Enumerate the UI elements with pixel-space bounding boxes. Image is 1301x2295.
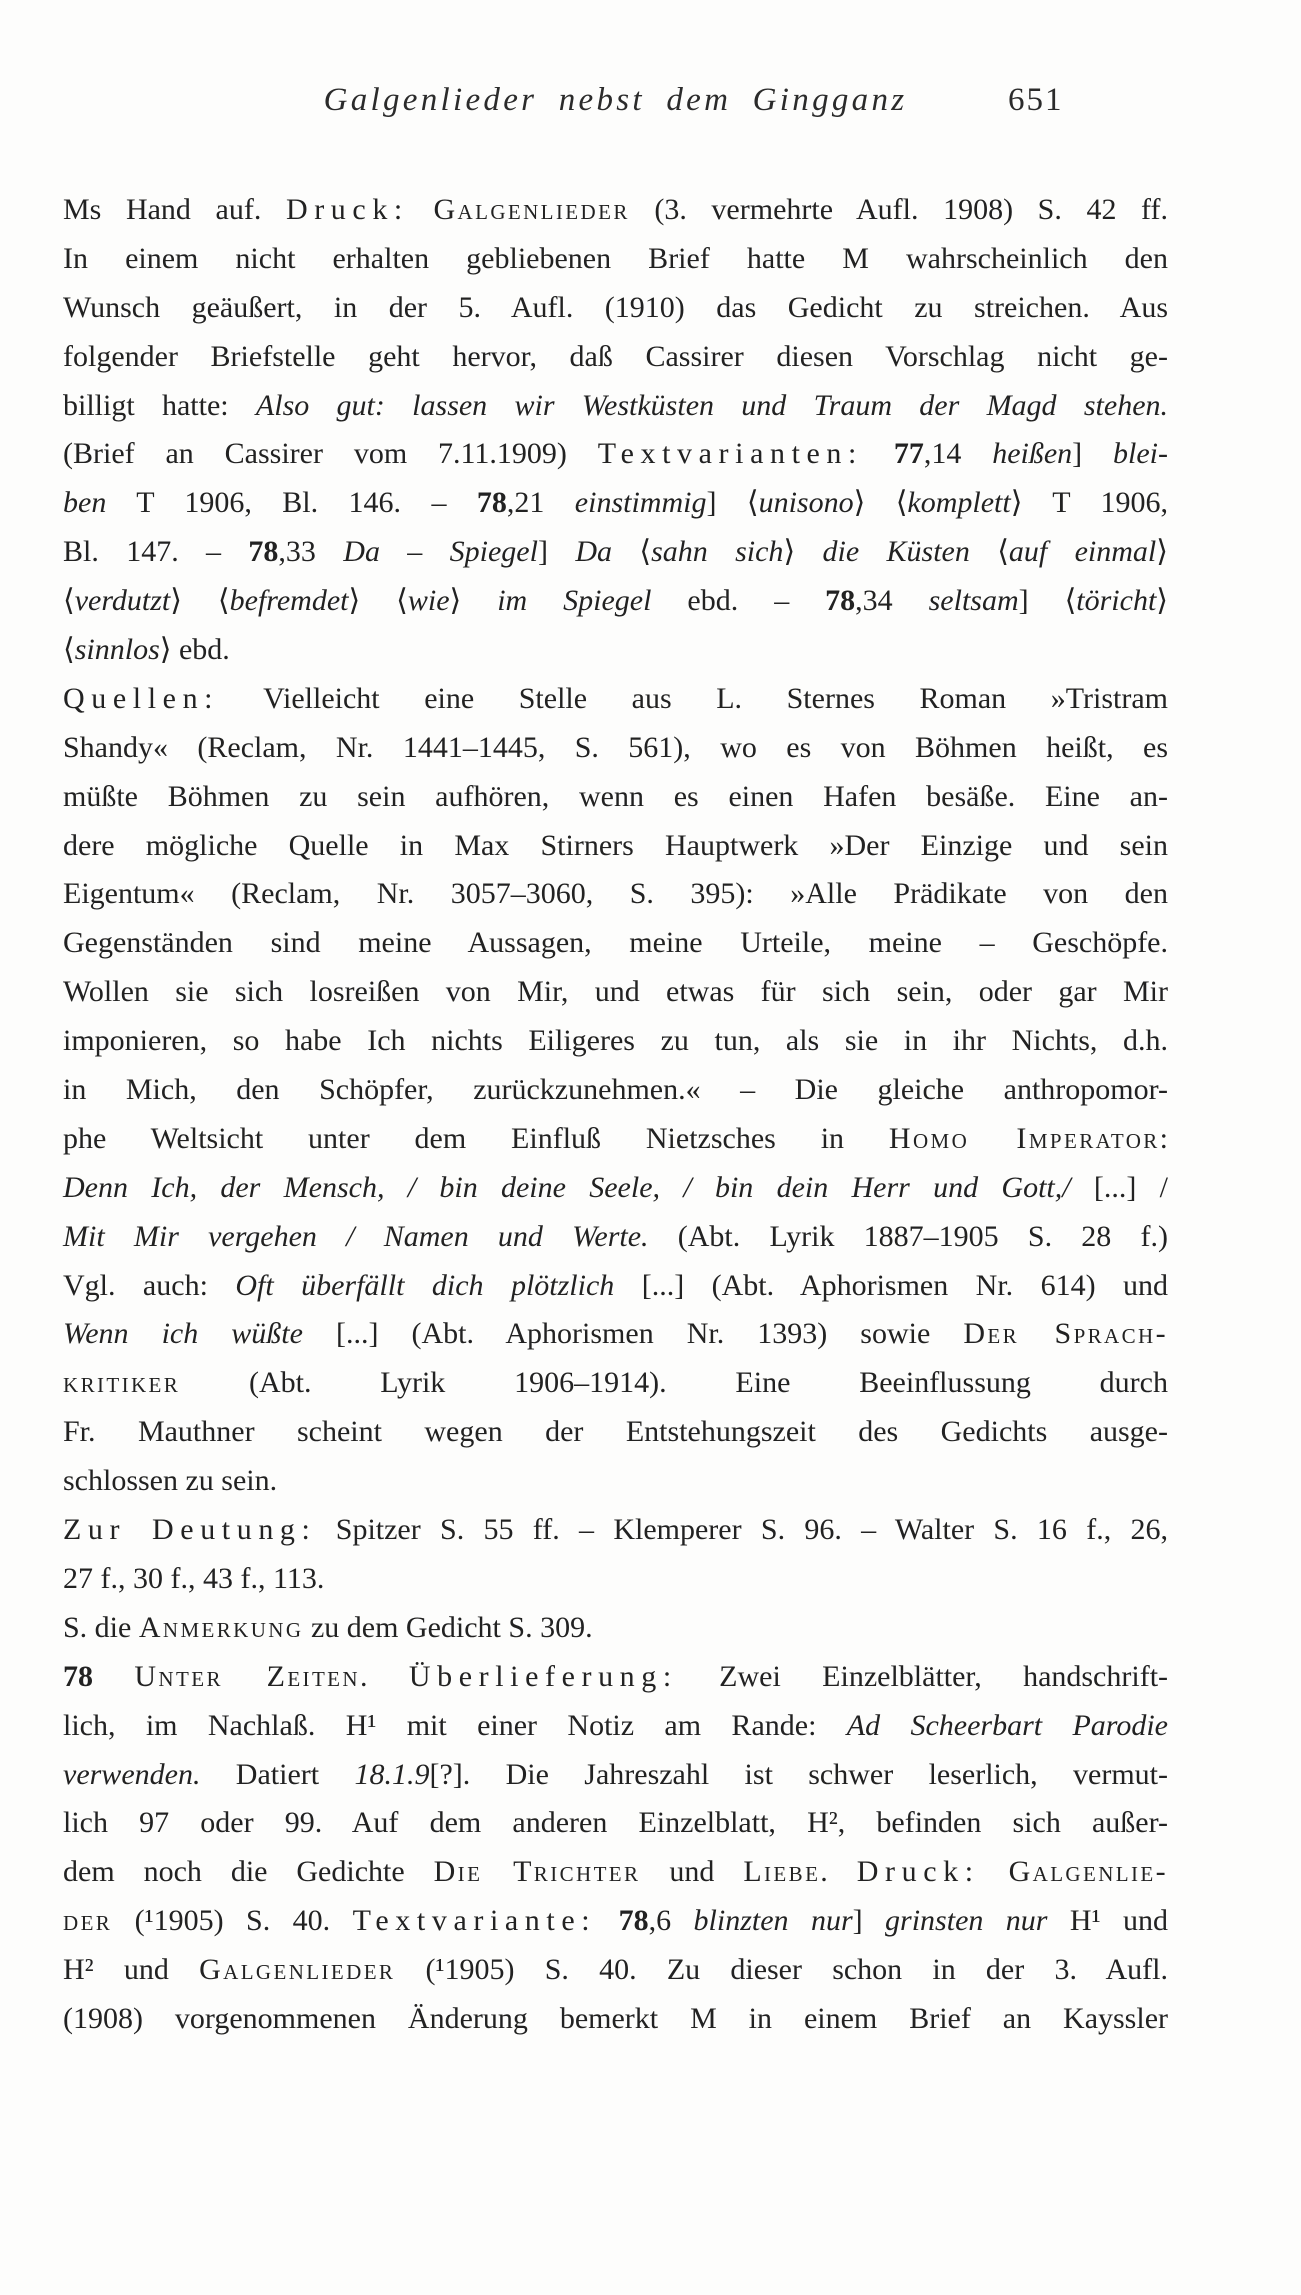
text-segment: ben	[63, 486, 107, 520]
text-segment: ⟩	[449, 584, 498, 618]
text-segment: Druck:	[285, 193, 409, 226]
text-segment: Fr. Mauthner scheint wegen der Entstehungszeit des Gedichts ausge-	[63, 1415, 1168, 1449]
text-segment: Da	[575, 535, 640, 569]
text-segment: schlossen zu sein.	[63, 1464, 278, 1498]
text-segment: [...] /	[1070, 1170, 1168, 1204]
text-segment: 77	[893, 437, 924, 471]
text-line	[63, 333, 1168, 382]
text-line	[63, 235, 1168, 284]
text-segment: .	[359, 1659, 409, 1693]
text-segment: der	[63, 1904, 113, 1938]
text-segment: billigt hatte:	[63, 388, 256, 422]
text-segment: ] ⟨	[1018, 584, 1077, 618]
text-segment: Also gut: lassen wir Westküsten und Traum der Magd stehen.	[255, 388, 1169, 422]
text-line	[63, 919, 1168, 968]
text-segment: heißen	[992, 437, 1073, 471]
text-segment: Quellen:	[63, 681, 220, 715]
text-line	[63, 675, 1168, 724]
text-segment: Überlieferung:	[408, 1659, 678, 1693]
text-line	[63, 724, 1168, 773]
text-segment: lich 97 oder 99. Auf dem anderen Einzelblatt, H², befinden sich außer-	[63, 1806, 1168, 1840]
text-segment: 78	[618, 1904, 649, 1938]
text-segment: 27 f., 30 f., 43 f., 113.	[63, 1561, 325, 1595]
text-segment: In einem nicht erhalten gebliebenen Brief hatte M wahrscheinlich den	[63, 241, 1168, 275]
text-line	[63, 1653, 1168, 1702]
commentary-text-block	[63, 186, 1168, 2044]
text-line	[63, 1946, 1168, 1995]
text-segment: Ad Scheerbart Parodie	[846, 1708, 1169, 1742]
text-line	[63, 1799, 1168, 1848]
text-segment: Gegenständen sind meine Aussagen, meine Urteile, meine – Geschöpfe.	[63, 926, 1168, 960]
text-segment	[93, 1660, 134, 1693]
text-segment: ⟩	[1156, 584, 1168, 618]
text-segment: seltsam	[928, 584, 1019, 618]
text-segment: 78	[825, 584, 856, 618]
text-line	[63, 1457, 1168, 1506]
text-segment: 78	[248, 535, 279, 569]
text-segment: ⟩ T 1906,	[1010, 486, 1168, 520]
text-line	[63, 577, 1168, 626]
text-segment	[863, 437, 894, 470]
text-segment: Oft überfällt dich plötzlich	[235, 1268, 615, 1302]
text-line	[63, 382, 1168, 431]
text-segment: töricht	[1076, 584, 1157, 618]
text-segment: ⟩ ⟨	[348, 584, 408, 618]
text-segment: ,6	[648, 1904, 694, 1938]
text-segment: Bl. 147. –	[63, 535, 249, 569]
text-line	[63, 1359, 1168, 1408]
text-line	[63, 1702, 1168, 1751]
page-number: 651	[1008, 82, 1064, 118]
text-segment: blei-	[1113, 437, 1169, 471]
text-segment: Homo Imperator	[888, 1121, 1160, 1155]
text-segment: ] ⟨	[706, 486, 759, 520]
text-segment: Spitzer S. 55 ff. – Klemperer S. 96. – Walter S. 16 f., 26,	[316, 1513, 1168, 1547]
text-line	[63, 870, 1168, 919]
text-segment: im Spiegel	[497, 584, 652, 618]
text-line	[63, 1848, 1168, 1897]
text-line	[63, 1604, 1168, 1653]
text-segment: unisono	[758, 486, 854, 520]
text-segment: in Mich, den Schöpfer, zurückzunehmen.« – Die gleiche anthropomor-	[63, 1073, 1168, 1107]
text-segment: (¹1905) S. 40.	[112, 1904, 353, 1938]
text-segment: verwenden.	[63, 1757, 201, 1791]
text-segment: Da – Spiegel	[343, 535, 538, 569]
text-segment: Vgl. auch:	[63, 1268, 236, 1302]
text-segment: Unter Zeiten	[134, 1659, 360, 1693]
text-segment: Galgenlieder	[433, 193, 630, 226]
text-segment: ⟩	[1156, 535, 1168, 569]
text-segment: Textvarianten:	[597, 437, 863, 471]
text-segment: S. die	[63, 1610, 139, 1644]
text-segment: folgender Briefstelle geht hervor, daß Cassirer diesen Vorschlag nicht ge-	[63, 339, 1168, 373]
text-segment: sinnlos	[74, 633, 160, 667]
text-line	[63, 1555, 1168, 1604]
text-segment: (Brief an Cassirer vom 7.11.1909)	[63, 437, 598, 471]
text-segment: ⟩ ⟨	[853, 486, 908, 520]
text-segment: komplett	[907, 486, 1011, 520]
text-segment: Eigentum« (Reclam, Nr. 3057–3060, S. 395): »Alle Prädikate von den	[63, 877, 1168, 911]
text-segment: Mit Mir vergehen / Namen und Werte.	[63, 1219, 649, 1253]
text-segment: ⟩ ⟨	[170, 584, 230, 618]
text-segment: H¹ und	[1047, 1904, 1168, 1938]
text-line	[63, 430, 1168, 479]
text-segment: (1908) vorgenommenen Änderung bemerkt M in einem Brief an Kayssler	[63, 2001, 1168, 2035]
text-segment: ⟨	[997, 535, 1009, 569]
text-line	[63, 773, 1168, 822]
running-head-title: Galgenlieder nebst dem Gingganz	[323, 82, 908, 118]
text-segment	[980, 1855, 1009, 1888]
text-segment: 78	[476, 486, 507, 520]
text-segment: Wunsch geäußert, in der 5. Aufl. (1910) das Gedicht zu streichen. Aus	[63, 290, 1168, 324]
text-segment: ,14	[923, 437, 993, 471]
text-segment: Galgenlieder	[199, 1953, 396, 1987]
text-line	[63, 626, 1168, 675]
text-segment: 78	[63, 1659, 93, 1693]
text-segment: Zwei Einzelblätter, handschrift-	[677, 1659, 1169, 1693]
text-segment: Der Sprach-	[963, 1317, 1168, 1351]
text-segment: ]	[1072, 437, 1114, 471]
text-line	[63, 186, 1168, 235]
text-segment: grinsten nur	[885, 1904, 1048, 1938]
text-line	[63, 1262, 1168, 1311]
text-segment: ,34	[855, 584, 929, 618]
text-segment: kritiker	[63, 1366, 181, 1400]
text-segment: [...] (Abt. Aphorismen Nr. 1393) sowie	[302, 1317, 964, 1351]
text-segment: Zur Deutung:	[63, 1513, 317, 1547]
text-segment	[409, 193, 434, 226]
text-line	[63, 1066, 1168, 1115]
text-segment: wie	[407, 584, 450, 618]
text-line	[63, 968, 1168, 1017]
text-segment: phe Weltsicht unter dem Einfluß Nietzsches in	[63, 1121, 889, 1155]
text-segment: .	[820, 1855, 857, 1889]
text-line	[63, 479, 1168, 528]
text-segment: (¹1905) S. 40. Zu dieser schon in der 3. Aufl.	[395, 1953, 1168, 1987]
text-segment: Druck:	[856, 1855, 980, 1889]
text-line	[63, 1995, 1168, 2044]
text-segment: Vielleicht eine Stelle aus L. Sternes Roman »Tristram	[219, 681, 1168, 715]
text-segment: ,33	[278, 535, 344, 569]
text-segment: dem noch die Gedichte	[63, 1855, 434, 1889]
text-segment: (Abt. Lyrik 1887–1905 S. 28 f.)	[648, 1219, 1168, 1253]
text-segment: ⟨	[63, 584, 75, 618]
running-head	[63, 82, 1168, 126]
text-segment: auf einmal	[1008, 535, 1157, 569]
text-segment: und	[640, 1855, 744, 1889]
text-segment: ]	[852, 1904, 886, 1938]
text-segment: dere mögliche Quelle in Max Stirners Hauptwerk »Der Einzige und sein	[63, 828, 1168, 862]
text-segment: lich, im Nachlaß. H¹ mit einer Notiz am Rande:	[63, 1708, 847, 1742]
text-segment: Galgenlie-	[1008, 1855, 1169, 1889]
text-segment: ⟨	[639, 535, 652, 569]
text-segment: sahn sich	[651, 535, 784, 569]
text-segment: Liebe	[743, 1855, 821, 1889]
text-segment: ebd. –	[651, 584, 826, 618]
text-segment: Denn Ich, der Mensch, / bin deine Seele, / bin dein Herr und Gott,/	[63, 1170, 1071, 1204]
text-line	[63, 1213, 1168, 1262]
text-segment: Die Trichter	[433, 1855, 641, 1889]
text-line	[63, 1164, 1168, 1213]
text-line	[63, 284, 1168, 333]
text-segment: T 1906, Bl. 146. –	[106, 486, 477, 520]
text-line	[63, 1017, 1168, 1066]
text-segment: Datiert	[200, 1757, 355, 1791]
text-segment: :	[1159, 1121, 1169, 1155]
text-line	[63, 1751, 1168, 1800]
text-segment: ⟨	[63, 633, 75, 667]
text-segment: imponieren, so habe Ich nichts Eiligeres zu tun, als sie in ihr Nichts, d.h.	[63, 1024, 1168, 1058]
text-segment: befremdet	[229, 584, 349, 618]
text-segment: [?]. Die Jahreszahl ist schwer leserlich, vermut-	[429, 1757, 1168, 1791]
text-segment: Anmerkung	[138, 1610, 304, 1644]
text-segment: Wollen sie sich losreißen von Mir, und etwas für sich sein, oder gar Mir	[63, 975, 1168, 1009]
text-line	[63, 1115, 1168, 1164]
text-segment: H² und	[63, 1953, 200, 1987]
text-segment: einstimmig	[574, 486, 707, 520]
text-segment: müßte Böhmen zu sein aufhören, wenn es einen Hafen besäße. Eine an-	[63, 779, 1168, 813]
text-segment: Textvariante:	[352, 1904, 597, 1938]
text-segment: 18.1.9	[354, 1757, 430, 1791]
text-line	[63, 1506, 1168, 1555]
text-segment: ⟩	[783, 535, 823, 569]
text-segment: [...] (Abt. Aphorismen Nr. 614) und	[614, 1268, 1169, 1302]
text-segment: Ms Hand auf.	[63, 193, 286, 226]
text-segment: die Küsten	[822, 535, 998, 569]
text-segment: Shandy« (Reclam, Nr. 1441–1445, S. 561), wo es von Böhmen heißt, es	[63, 730, 1168, 764]
text-segment: verdutzt	[74, 584, 171, 618]
text-segment: blinzten nur	[693, 1904, 853, 1938]
text-line	[63, 1897, 1168, 1946]
text-segment: (Abt. Lyrik 1906–1914). Eine Beeinflussung durch	[180, 1366, 1168, 1400]
text-line	[63, 822, 1168, 871]
text-segment: zu dem Gedicht S. 309.	[303, 1610, 593, 1644]
text-line	[63, 1310, 1168, 1359]
text-line	[63, 1408, 1168, 1457]
text-segment: ]	[537, 535, 576, 569]
text-segment: ,21	[506, 486, 575, 520]
text-segment: (3. vermehrte Aufl. 1908) S. 42 ff.	[629, 193, 1168, 226]
text-segment: ⟩ ebd.	[159, 633, 230, 667]
text-segment	[596, 1904, 618, 1937]
text-line	[63, 528, 1168, 577]
text-segment: Wenn ich wüßte	[63, 1317, 303, 1351]
